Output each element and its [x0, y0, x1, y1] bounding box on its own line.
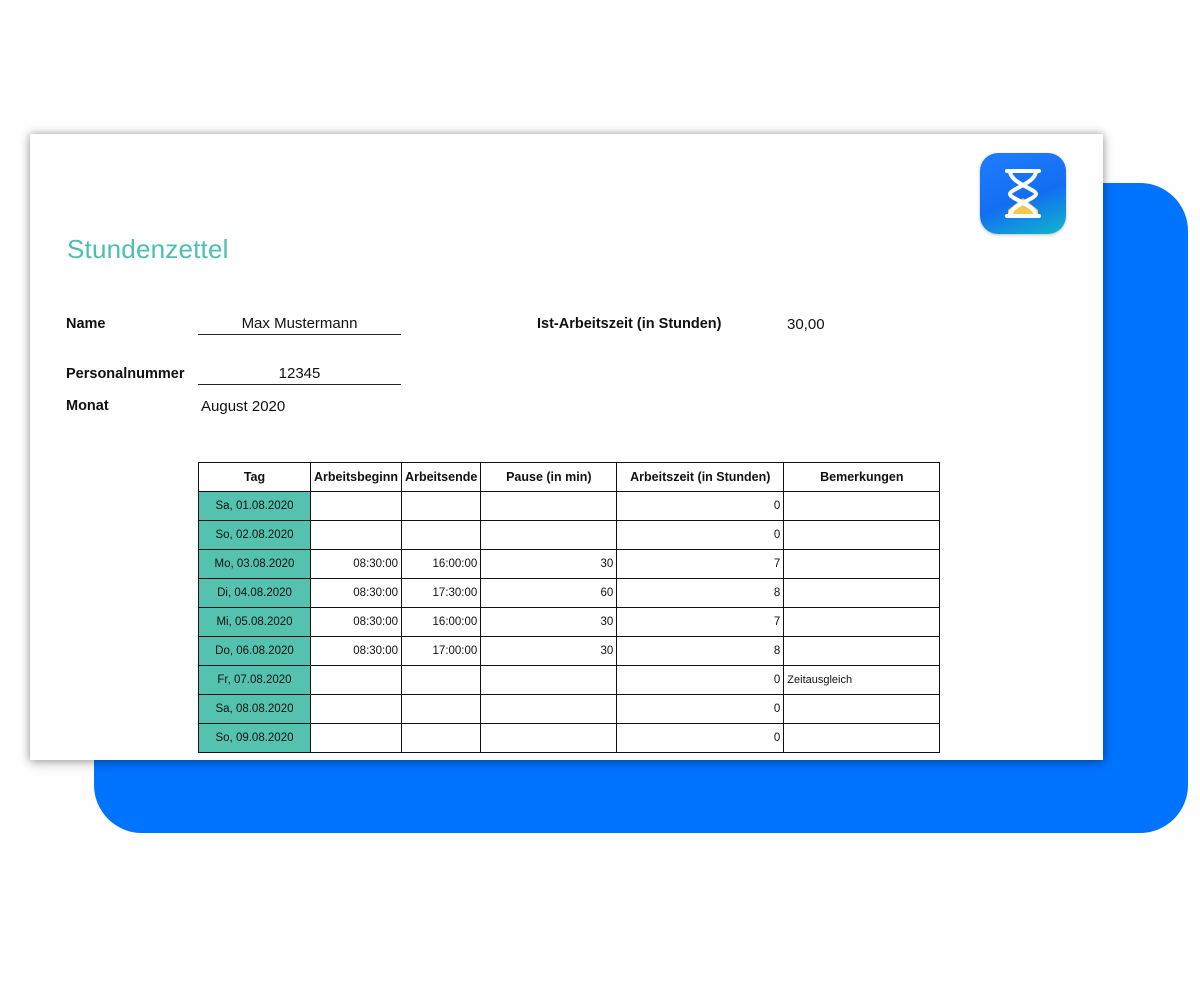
cell-arbeitszeit: 0 — [617, 724, 784, 753]
header-arbeitsbeginn: Arbeitsbeginn — [311, 463, 402, 492]
cell-arbeitsbeginn[interactable] — [311, 521, 402, 550]
table-row — [199, 724, 940, 753]
cell-bemerkung[interactable] — [784, 579, 940, 608]
cell-tag: Sa, 01.08.2020 — [199, 492, 311, 521]
cell-pause[interactable] — [481, 666, 617, 695]
header-bemerkungen: Bemerkungen — [784, 463, 940, 492]
cell-arbeitsende[interactable]: 16:00:00 — [402, 608, 481, 637]
cell-arbeitszeit: 8 — [617, 637, 784, 666]
table-row — [199, 695, 940, 724]
cell-arbeitsbeginn[interactable]: 08:30:00 — [311, 637, 402, 666]
timesheet-table — [198, 462, 940, 753]
cell-pause[interactable]: 30 — [481, 637, 617, 666]
cell-pause[interactable]: 30 — [481, 608, 617, 637]
cell-bemerkung[interactable] — [784, 695, 940, 724]
cell-arbeitszeit: 7 — [617, 608, 784, 637]
header-arbeitsende: Arbeitsende — [402, 463, 481, 492]
ist-arbeitszeit-label: Ist-Arbeitszeit (in Stunden) — [537, 316, 722, 332]
cell-arbeitsbeginn[interactable] — [311, 724, 402, 753]
cell-arbeitsende[interactable] — [402, 666, 481, 695]
header-pause: Pause (in min) — [481, 463, 617, 492]
table-row — [199, 666, 940, 695]
cell-bemerkung[interactable] — [784, 608, 940, 637]
cell-arbeitszeit: 7 — [617, 550, 784, 579]
cell-bemerkung[interactable] — [784, 550, 940, 579]
timesheet-document — [30, 134, 1103, 760]
cell-pause[interactable] — [481, 695, 617, 724]
cell-arbeitsbeginn[interactable] — [311, 492, 402, 521]
cell-arbeitszeit: 8 — [617, 579, 784, 608]
cell-pause[interactable] — [481, 724, 617, 753]
monat-label: Monat — [66, 398, 109, 414]
page-title: Stundenzettel — [67, 234, 229, 264]
table-row — [199, 579, 940, 608]
table-row — [199, 521, 940, 550]
cell-arbeitsende[interactable] — [402, 521, 481, 550]
cell-bemerkung[interactable]: Zeitausgleich — [784, 666, 940, 695]
table-row — [199, 608, 940, 637]
hourglass-icon — [980, 153, 1066, 234]
cell-arbeitszeit: 0 — [617, 492, 784, 521]
cell-pause[interactable]: 30 — [481, 550, 617, 579]
cell-arbeitsende[interactable]: 17:00:00 — [402, 637, 481, 666]
cell-arbeitsbeginn[interactable]: 08:30:00 — [311, 579, 402, 608]
ist-arbeitszeit-value: 30,00 — [787, 316, 825, 333]
cell-tag: Mi, 05.08.2020 — [199, 608, 311, 637]
cell-tag: So, 02.08.2020 — [199, 521, 311, 550]
personalnummer-field[interactable]: 12345 — [198, 364, 401, 385]
cell-arbeitsbeginn[interactable]: 08:30:00 — [311, 550, 402, 579]
cell-arbeitszeit: 0 — [617, 521, 784, 550]
cell-arbeitsende[interactable]: 17:30:00 — [402, 579, 481, 608]
table-row — [199, 492, 940, 521]
cell-arbeitszeit: 0 — [617, 695, 784, 724]
monat-value: August 2020 — [201, 398, 286, 415]
cell-arbeitsende[interactable]: 16:00:00 — [402, 550, 481, 579]
cell-tag: Mo, 03.08.2020 — [199, 550, 311, 579]
cell-pause[interactable]: 60 — [481, 579, 617, 608]
cell-arbeitsende[interactable] — [402, 695, 481, 724]
cell-tag: Do, 06.08.2020 — [199, 637, 311, 666]
cell-arbeitszeit: 0 — [617, 666, 784, 695]
table-row — [199, 550, 940, 579]
cell-arbeitsende[interactable] — [402, 724, 481, 753]
cell-arbeitsbeginn[interactable]: 08:30:00 — [311, 608, 402, 637]
cell-pause[interactable] — [481, 492, 617, 521]
cell-bemerkung[interactable] — [784, 521, 940, 550]
cell-arbeitsbeginn[interactable] — [311, 695, 402, 724]
cell-bemerkung[interactable] — [784, 724, 940, 753]
header-arbeitszeit: Arbeitszeit (in Stunden) — [617, 463, 784, 492]
cell-arbeitsbeginn[interactable] — [311, 666, 402, 695]
cell-tag: Sa, 08.08.2020 — [199, 695, 311, 724]
personalnummer-label: Personalnummer — [66, 366, 185, 382]
name-label: Name — [66, 316, 106, 332]
cell-tag: Fr, 07.08.2020 — [199, 666, 311, 695]
cell-tag: So, 09.08.2020 — [199, 724, 311, 753]
name-field[interactable]: Max Mustermann — [198, 314, 401, 335]
header-tag: Tag — [199, 463, 311, 492]
table-row — [199, 637, 940, 666]
cell-tag: Di, 04.08.2020 — [199, 579, 311, 608]
cell-pause[interactable] — [481, 521, 617, 550]
cell-arbeitsende[interactable] — [402, 492, 481, 521]
cell-bemerkung[interactable] — [784, 492, 940, 521]
cell-bemerkung[interactable] — [784, 637, 940, 666]
table-header-row — [199, 463, 940, 492]
